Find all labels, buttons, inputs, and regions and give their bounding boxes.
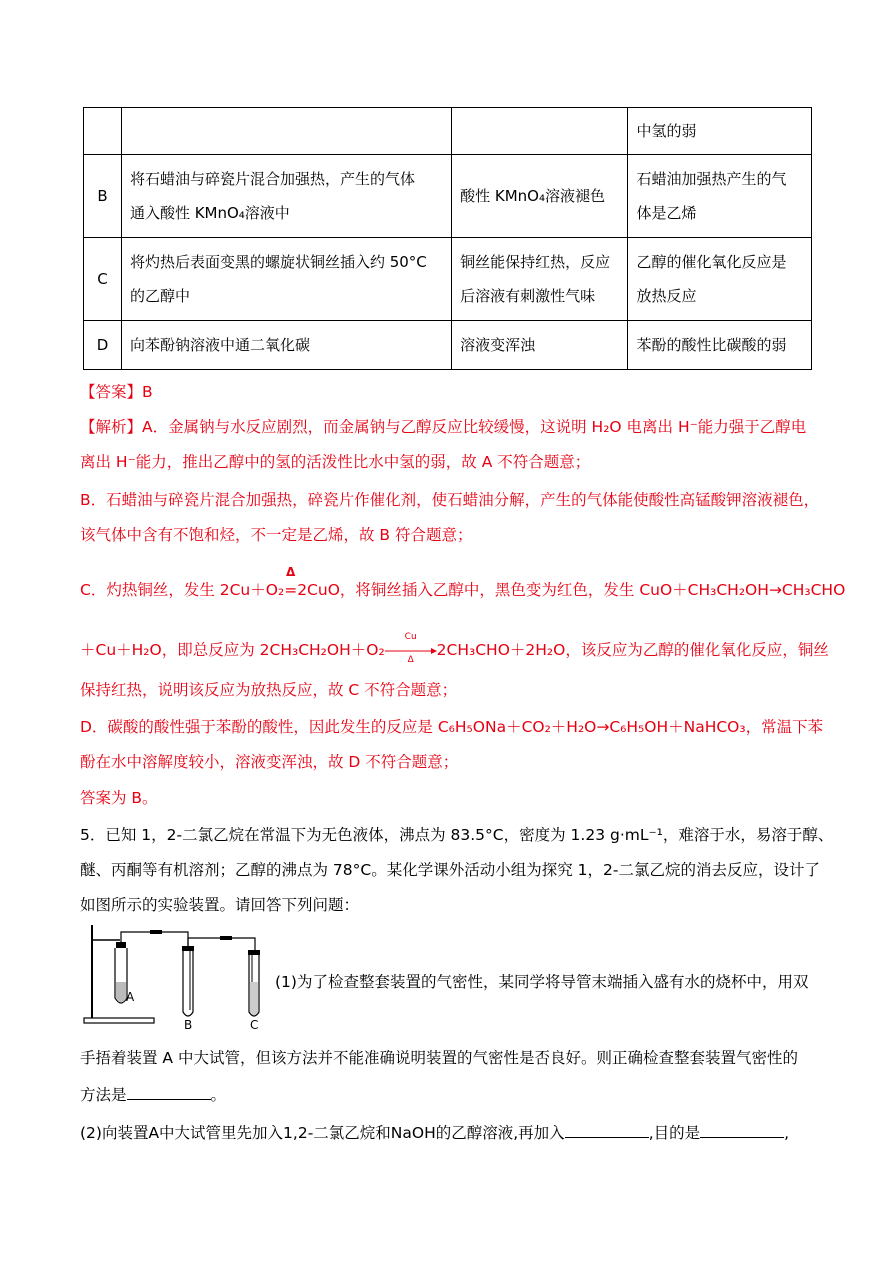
- answer-line: [80, 380, 153, 402]
- question5-line3: 如图所示的实验装置。请回答下列问题：: [80, 896, 360, 914]
- heat-symbol: Δ: [407, 654, 414, 665]
- table-cell: 溶液变浑浊: [452, 321, 628, 370]
- table-cell: 酸性 KMnO₄溶液褪色: [452, 155, 628, 238]
- equation-text: ＋Cu＋H₂O，即总反应为 2CH₃CH₂OH＋O₂: [80, 641, 385, 659]
- cell-line: 石蜡油加强热产生的气: [636, 170, 787, 188]
- analysis-line-c3: 保持红热，说明该反应为放热反应，故 C 不符合题意；: [80, 681, 458, 699]
- cell-line: 放热反应: [636, 287, 697, 305]
- row-label: D: [84, 321, 122, 370]
- question5-part2-line1: [80, 1121, 789, 1143]
- cell-line: 铜丝能保持红热，反应: [460, 253, 611, 271]
- cell-line: 通入酸性 KMnO₄溶液中: [129, 204, 290, 222]
- answer-tag: 【答案】: [80, 383, 143, 401]
- question5-part1-line3: [80, 1083, 226, 1105]
- cell-line: 乙醇的催化氧化反应是: [636, 253, 787, 271]
- question5-line2: 醚、丙酮等有机溶剂；乙醇的沸点为 78°C。某化学课外活动小组为探究 1，2-二氯乙烷的消去反应，设计了: [80, 861, 820, 879]
- apparatus-label-b: B: [184, 1018, 193, 1032]
- table-row: [84, 238, 812, 321]
- catalyst-arrow: [385, 631, 437, 665]
- table-cell: [84, 108, 122, 155]
- table-cell: [452, 108, 628, 155]
- cell-line: 的乙醇中: [129, 287, 190, 305]
- row-label: C: [84, 238, 122, 321]
- table-cell: 向苯酚钠溶液中通二氧化碳: [121, 321, 451, 370]
- analysis-text: A．金属钠与水反应剧烈，而金属钠与乙醇反应比较缓慢，这说明 H₂O 电离出 H⁻能力强于乙醇电: [142, 418, 807, 436]
- apparatus-label-a: A: [126, 990, 135, 1004]
- analysis-line-a1: [80, 415, 806, 437]
- table-row: [84, 108, 812, 155]
- table-cell: 苯酚的酸性比碳酸的弱: [628, 321, 812, 370]
- equation-text: C．灼热铜丝，发生 2Cu＋O₂: [80, 581, 285, 599]
- answer-blank[interactable]: [565, 1123, 649, 1138]
- table-cell: [121, 108, 451, 155]
- question5-line1: 5．已知 1，2-二氯乙烷在常温下为无色液体，沸点为 83.5°C，密度为 1.23 g·mL⁻¹，难溶于水，易溶于醇、: [80, 826, 834, 844]
- table-cell: [121, 238, 451, 321]
- question-text: ,: [784, 1124, 790, 1142]
- table-cell: 中氢的弱: [628, 108, 812, 155]
- heat-condition: Δ =: [284, 565, 298, 599]
- table-row: [84, 155, 812, 238]
- answer-blank[interactable]: [700, 1123, 784, 1138]
- analysis-line-c2: [80, 631, 829, 665]
- heat-symbol: Δ: [286, 565, 296, 579]
- catalyst-label: Cu: [404, 631, 417, 642]
- question5-part1-line1: (1)为了检查整套装置的气密性，某同学将导管末端插入盛有水的烧杯中，用双: [275, 973, 809, 991]
- answer-value: B: [142, 383, 153, 401]
- apparatus-label-c: C: [250, 1018, 259, 1032]
- answer-blank[interactable]: [127, 1085, 211, 1100]
- table-row: [84, 321, 812, 370]
- question5-part1-line2: 手捂着装置 A 中大试管，但该方法并不能准确说明装置的气密性是否良好。则正确检查整套装置气密性的: [80, 1049, 798, 1067]
- table-cell: [121, 155, 451, 238]
- table-cell: [452, 238, 628, 321]
- equation-text: 2CuO，将铜丝插入乙醇中，黑色变为红色，发生 CuO＋CH₃CH₂OH→CH₃CHO: [297, 581, 846, 599]
- analysis-line-d1: D．碳酸的酸性强于苯酚的酸性，因此发生的反应是 C₆H₅ONa＋CO₂＋H₂O→C₆H₅OH＋NaHCO₃，常温下苯: [80, 718, 824, 736]
- row-label: B: [84, 155, 122, 238]
- cell-line: 后溶液有刺激性气味: [460, 287, 596, 305]
- table-cell: [628, 155, 812, 238]
- cell-line: 体是乙烯: [636, 204, 697, 222]
- question-text: (2)向装置A中大试管里先加入1,2-二氯乙烷和NaOH的乙醇溶液,再加入: [80, 1124, 565, 1142]
- cell-line: 将灼热后表面变黑的螺旋状铜丝插入约 50°C: [129, 253, 427, 271]
- cell-line: 将石蜡油与碎瓷片混合加强热，产生的气体: [129, 170, 415, 188]
- analysis-tag: 【解析】: [80, 418, 143, 436]
- question-text: 方法是: [80, 1086, 127, 1104]
- question-text: 。: [210, 1086, 227, 1104]
- analysis-final: 答案为 B。: [80, 789, 158, 807]
- analysis-line-a2: 离出 H⁻能力，推出乙醇中的氢的活泼性比水中氢的弱，故 A 不符合题意；: [80, 453, 591, 471]
- question-text: ,目的是: [648, 1124, 701, 1142]
- equation-text: 2CH₃CHO＋2H₂O，该反应为乙醇的催化氧化反应，铜丝: [436, 641, 829, 659]
- analysis-line-b2: 该气体中含有不饱和烃，不一定是乙烯，故 B 符合题意；: [80, 526, 473, 544]
- experiment-table: [83, 107, 812, 370]
- analysis-line-c1: [80, 565, 846, 600]
- table-cell: [628, 238, 812, 321]
- analysis-line-d2: 酚在水中溶解度较小，溶液变浑浊，故 D 不符合题意；: [80, 753, 459, 771]
- analysis-line-b1: B．石蜡油与碎瓷片混合加强热，碎瓷片作催化剂，使石蜡油分解，产生的气体能使酸性高锰酸钾溶液褪色，: [80, 491, 820, 509]
